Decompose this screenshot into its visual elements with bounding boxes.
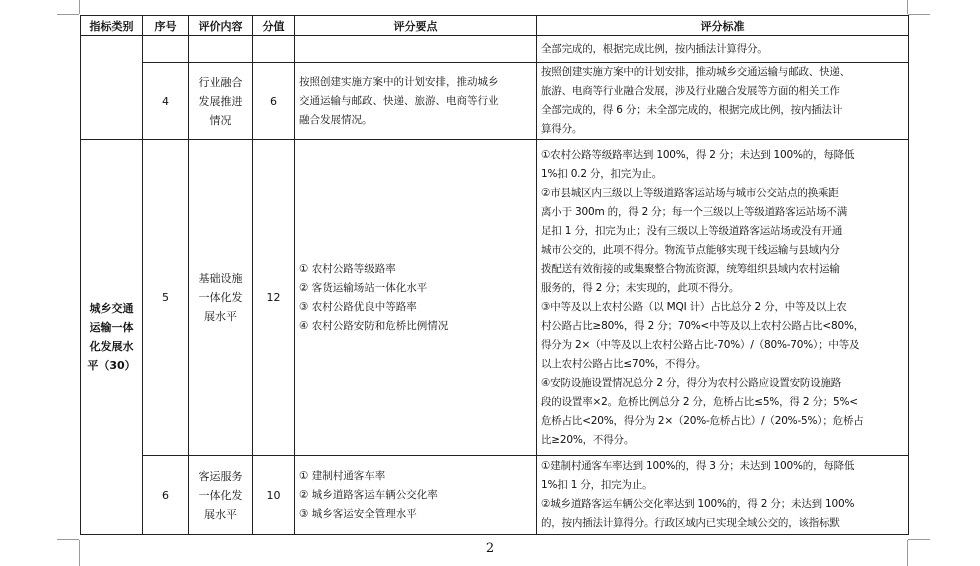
- header-no: 序号: [143, 16, 189, 36]
- row-criteria-cell: [537, 456, 909, 535]
- row-points-cell: [295, 36, 537, 63]
- content-line: 一体化发: [198, 291, 243, 304]
- points-line: ② 客货运输场站一体化水平: [299, 281, 428, 294]
- content-line: 行业融合: [198, 75, 243, 89]
- content-line: 展水平: [204, 507, 237, 521]
- row-score-cell: 6: [253, 63, 295, 140]
- criteria-line: 1%扣 0.2 分，扣完为止。: [541, 167, 663, 180]
- content-line: 发展推进: [198, 94, 243, 108]
- content-line: 展水平: [204, 310, 237, 323]
- row-content-cell: [189, 36, 253, 63]
- points-line: 交通运输与邮政、快递、旅游、电商等行业: [299, 94, 499, 107]
- row-score-cell: [253, 36, 295, 63]
- criteria-line: 全部完成的，得 6 分；未全部完成的，根据完成比例，按内插法计: [541, 104, 843, 116]
- criteria-line: 的，按内插法计算得分。行政区域内已实现全域公交的，该指标默: [541, 517, 840, 529]
- criteria-line: 村公路占比≥80%，得 2 分；70%<中等及以上农村公路占比<80%，: [541, 319, 865, 332]
- table-row-4: [81, 63, 909, 140]
- criteria-line: ①农村公路等级路率达到 100%，得 2 分；未达到 100%的，每降低: [541, 148, 855, 161]
- points-line: ③ 城乡客运安全管理水平: [299, 507, 417, 520]
- criteria-line: 离小于 300m 的，得 2 分；每一个三级以上等级道路客运站场不满: [541, 205, 847, 218]
- header-row: [81, 16, 909, 36]
- crop-mark-top-left-h: [57, 14, 79, 15]
- row-no-cell: 5: [143, 140, 189, 456]
- page-number: 2: [485, 541, 495, 556]
- category-line: 运输一体: [89, 321, 134, 334]
- content-line: 一体化发: [198, 488, 243, 502]
- criteria-line: 全部完成的，根据完成比例，按内插法计算得分。: [541, 42, 768, 55]
- criteria-line: 旅游、电商等行业融合发展，涉及行业融合发展等方面的相关工作: [541, 85, 840, 97]
- crop-mark-top-right-v: [907, 0, 908, 14]
- criteria-line: 1%扣 1 分，扣完为止。: [541, 479, 653, 491]
- category-line: 城乡交通: [89, 302, 134, 315]
- points-line: ① 建制村通客车率: [299, 469, 386, 482]
- content-line: 客运服务: [198, 469, 243, 483]
- criteria-line: ④安防设施设置情况总分 2 分，得分为农村公路应设置安防设施路: [541, 376, 842, 389]
- points-line: ① 农村公路等级路率: [299, 262, 396, 275]
- criteria-line: 危桥占比<20%，得分为 2×（20%-危桥占比）/（20%-5%）；危桥占: [541, 414, 864, 427]
- header-category: 指标类别: [81, 16, 143, 36]
- criteria-line: 比≥20%，不得分。: [541, 433, 635, 446]
- criteria-line: 按照创建实施方案中的计划安排，推动城乡交通运输与邮政、快递、: [541, 66, 850, 78]
- crop-mark-bottom-left-h: [57, 539, 79, 540]
- row-content-cell: [189, 456, 253, 535]
- category-line: 平（30）: [87, 359, 136, 372]
- header-content: 评价内容: [189, 16, 253, 36]
- category-cell: [81, 140, 143, 535]
- points-line: 融合发展情况。: [299, 113, 373, 126]
- category-line: 化发展水: [89, 340, 134, 353]
- criteria-line: 服务的，得 2 分；未实现的，此项不得分。: [541, 281, 740, 294]
- criteria-line: 城市公交的，此项不得分。物流节点能够实现干线运输与县域内分: [541, 243, 840, 256]
- criteria-line: ②城乡道路客运车辆公交化率达到 100%的，得 2 分；未达到 100%: [541, 498, 855, 510]
- points-line: ④ 农村公路安防和危桥比例情况: [299, 319, 449, 332]
- criteria-line: ②市县城区内三级以上等级道路客运站场与城市公交站点的换乘距: [541, 186, 839, 199]
- category-cell-empty: [81, 36, 143, 140]
- criteria-line: 得分为 2×（中等及以上农村公路占比-70%）/（80%-70%）；中等及: [541, 338, 860, 351]
- points-line: ② 城乡道路客运车辆公交化率: [299, 488, 438, 501]
- row-criteria-cell: [537, 140, 909, 456]
- table-row-5: [81, 140, 909, 456]
- row-score-cell: 12: [253, 140, 295, 456]
- row-no-cell: [143, 36, 189, 63]
- content-line: 基础设施: [198, 272, 243, 285]
- content-line: 情况: [209, 113, 232, 127]
- points-line: 按照创建实施方案中的计划安排，推动城乡: [299, 75, 499, 88]
- row-content-cell: [189, 140, 253, 456]
- criteria-line: 以上农村公路占比≤70%，不得分。: [541, 357, 707, 370]
- crop-mark-bottom-right-h: [908, 539, 930, 540]
- row-score-cell: 10: [253, 456, 295, 535]
- criteria-line: 算得分。: [541, 123, 583, 135]
- crop-mark-top-left-v: [79, 0, 80, 14]
- criteria-line: ①建制村通客车率达到 100%的，得 3 分；未达到 100%的，每降低: [541, 460, 855, 472]
- table-row-6: [81, 456, 909, 535]
- row-no-cell: 6: [143, 456, 189, 535]
- evaluation-table: [80, 15, 909, 535]
- header-criteria: 评分标准: [537, 16, 909, 36]
- row-no-cell: 4: [143, 63, 189, 140]
- criteria-line: 拨配送有效衔接的或集聚整合物流资源，统筹组织县域内农村运输: [541, 262, 840, 275]
- row-criteria-cell: [537, 36, 909, 63]
- points-line: ③ 农村公路优良中等路率: [299, 300, 417, 313]
- row-criteria-cell: [537, 63, 909, 140]
- table-row-continuation: [81, 36, 909, 63]
- row-points-cell: [295, 140, 537, 456]
- row-content-cell: [189, 63, 253, 140]
- header-points: 评分要点: [295, 16, 537, 36]
- header-score: 分值: [253, 16, 295, 36]
- crop-mark-top-right-h: [908, 14, 930, 15]
- criteria-line: ③中等及以上农村公路（以 MQI 计）占比总分 2 分，中等及以上农: [541, 300, 847, 313]
- row-points-cell: [295, 456, 537, 535]
- row-points-cell: [295, 63, 537, 140]
- criteria-line: 足扣 1 分，扣完为止；没有三级以上等级道路客运站场或没有开通: [541, 224, 843, 237]
- criteria-line: 段的设置率×2。危桥比例总分 2 分，危桥占比≤5%，得 2 分；5%<: [541, 395, 858, 408]
